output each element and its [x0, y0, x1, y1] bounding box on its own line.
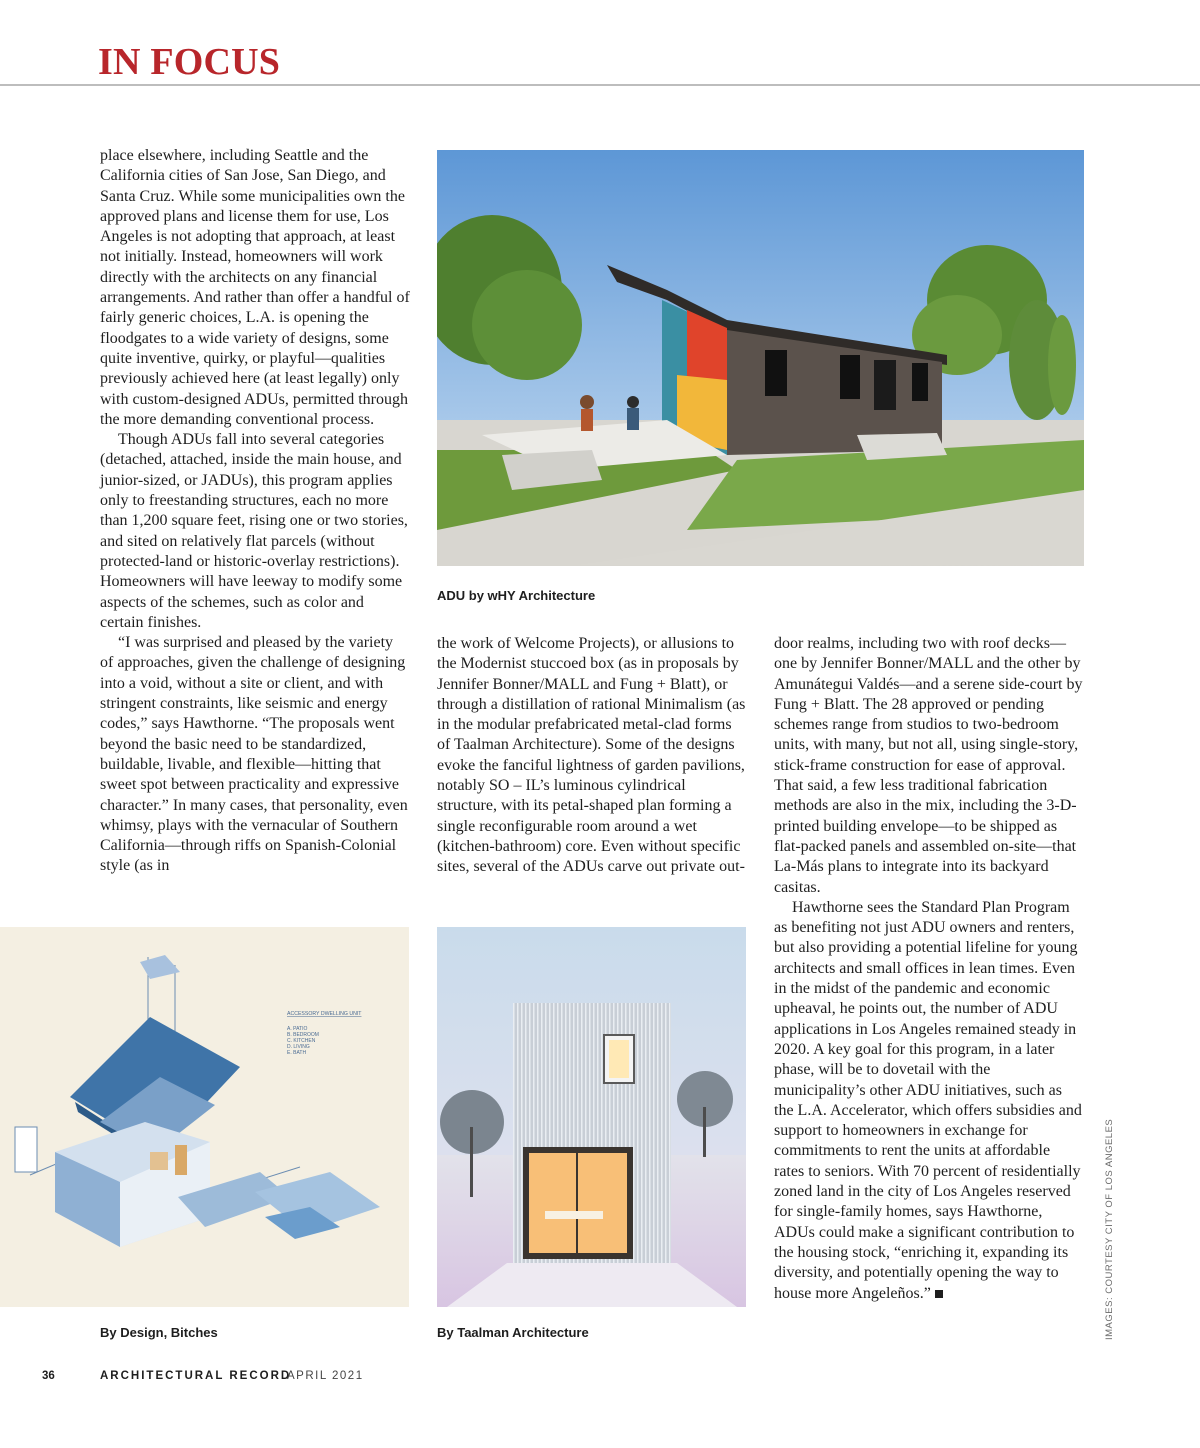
caption-why-architecture: ADU by wHY Architecture: [437, 588, 596, 603]
page-footer: [0, 1370, 1200, 1386]
issue-date: APRIL 2021: [287, 1370, 364, 1382]
paragraph-text: Hawthorne sees the Standard Plan Program as benefiting not just ADU owners and renters, but also providing a potential lifeline for young architects and small offices in lean times. Even in the midst of the pandemic and economic upheaval, he points out, the number of ADU applications in Los Angeles remained steady in 2020. A key goal for this program, in a later phase, will be to dovetail with the municipality’s other ADU initiatives, such as the L.A. Accelerator, which offers subsidies and support to homeowners in exchange for commitments to rent the units at affordable rates to seniors. With 70 percent of residentially zoned land in the city of Los Angeles reserved for single-family homes, says Hawthorne, ADUs could make a significant contribution to the housing stock, “enriching it, expanding its diversity, and potentially opening the way to house more Angeleños.”: [774, 898, 1082, 1302]
text-column-middle: [437, 634, 747, 878]
caption-taalman-architecture: By Taalman Architecture: [437, 1325, 589, 1340]
diagram-legend-item: B. BEDROOM: [287, 1032, 319, 1038]
paragraph: “I was surprised and pleased by the variety of approaches, given the challenge of designing into a void, without a site or client, and with stringent constraints, like seismic and energy codes,” says Hawthorne. “The proposals went beyond the basic need to be standardized, buildable, livable, and flexible—hitting that sweet spot between practicality and expressive character.” In many cases, that personality, even whimsy, plays with the vernacular of Southern California—through riffs on Spanish-Colonial style (as in: [100, 634, 408, 875]
photo-credit: IMAGES: COURTESY CITY OF LOS ANGELES: [1104, 1118, 1115, 1340]
header-rule: [0, 84, 1200, 86]
paragraph: Though ADUs fall into several categories (detached, attached, inside the main house, and junior-sized, or JADUs), this program applies only to freestanding structures, each no more than 1,200 square feet, rising one or two stories, and sited on relatively flat parcels (without protected-land or historic-overlay restrictions). Homeowners will have leeway to modify some aspects of the schemes, such as color and certain finishes.: [100, 431, 408, 631]
diagram-legend-title: ACCESSORY DWELLING UNIT: [287, 1011, 362, 1017]
paragraph: the work of Welcome Projects), or allusions to the Modernist stuccoed box (as in proposals by Jennifer Bonner/MALL and Fung + Blatt), or through a distillation of rational Minimalism (as in the modular prefabricated metal-clad forms of Taalman Architecture). Some of the designs evoke the fanciful lightness of garden pavilions, notably SO – IL’s luminous cylindrical structure, with its petal-shaped plan forming a single reconfigurable room around a wet (kitchen-bathroom) core. Even without specific sites, several of the ADUs carve out private out-: [437, 635, 746, 876]
photo-taalman-architecture: [437, 927, 746, 1307]
diagram-legend-item: C. KITCHEN: [287, 1038, 316, 1044]
paragraph: door realms, including two with roof decks—one by Jennifer Bonner/MALL and the other by Amunátegui Valdés—and a serene side-court by Fung + Blatt. The 28 approved or pending schemes range from studios to two-bedroom units, with many, but not all, using single-story, stick-frame construction for ease of approval. That said, a few less traditional fabrication methods are also in the mix, including the 3-D-printed building envelope—to be shipped as flat-packed panels and assembled on-site—that La-Más plans to integrate into its backyard casitas.: [774, 635, 1083, 896]
magazine-name: ARCHITECTURAL RECORD: [100, 1370, 292, 1382]
text-column-left: [100, 146, 410, 877]
diagram-legend-item: D. LIVING: [287, 1044, 310, 1050]
diagram-legend-item: E. BATH: [287, 1050, 307, 1056]
caption-design-bitches: By Design, Bitches: [100, 1325, 218, 1340]
paragraph: [774, 898, 1084, 1304]
section-heading: IN FOCUS: [98, 41, 281, 83]
diagram-legend-item: A. PATIO: [287, 1026, 308, 1032]
diagram-design-bitches: [0, 927, 409, 1307]
end-of-article-mark: [935, 1290, 943, 1298]
photo-why-architecture: [437, 150, 1084, 566]
paragraph: place elsewhere, including Seattle and the California cities of San Jose, San Diego, and Santa Cruz. While some municipalities own the approved plans and license them for use, Los Angeles is not adopting that approach, at least not initially. Instead, homeowners will work directly with the architects on any financial arrangements. And rather than offer a handful of fairly generic choices, L.A. is opening the floodgates to a wide variety of designs, some quite inventive, quirky, or playful—qualities previously achieved here (at least legally) only with custom-designed ADUs, permitted through the more demanding conventional process.: [100, 147, 410, 428]
text-column-right: [774, 634, 1084, 1304]
page-number: 36: [42, 1370, 55, 1382]
